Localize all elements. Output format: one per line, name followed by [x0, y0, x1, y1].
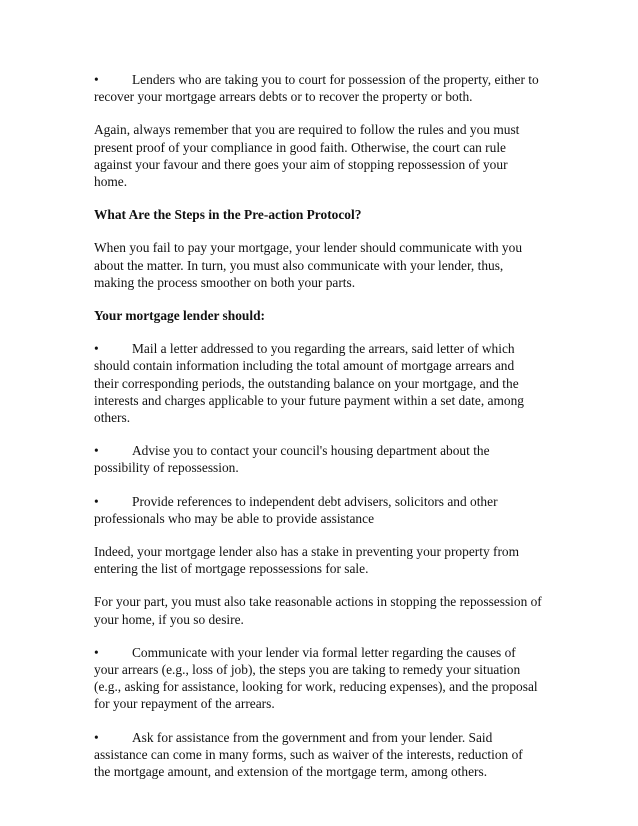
bullet-text: Advise you to contact your council's housing department about the possibility of repossession.	[94, 443, 490, 476]
bullet-item	[94, 442, 542, 476]
bullet-symbol: •	[94, 72, 99, 87]
bullet-text: Mail a letter addressed to you regarding the arrears, said letter of which should contain information including the total amount of mortgage arrears and their corresponding periods, the outstanding balance on your mortgage, and the interests and charges applicable to your future payment within a set date, among others.	[94, 341, 524, 426]
bullet-symbol: •	[94, 341, 99, 357]
bullet-symbol: •	[94, 729, 99, 745]
bullet-item	[94, 493, 542, 527]
bullet-item	[94, 729, 542, 781]
bullet-text: Ask for assistance from the government and from your lender. Said assistance can come in many forms, such as waiver of the interests, reduction of the mortgage amount, and extension of the mortgage term, among others.	[94, 729, 523, 780]
bullet-symbol: •	[94, 644, 99, 660]
bullet-text: Lenders who are taking you to court for possession of the property, either to recover your mortgage arrears debts or to recover the property or both.	[94, 72, 539, 105]
bullet-item	[94, 340, 542, 426]
bullet-item	[94, 644, 542, 713]
section-heading: Your mortgage lender should:	[94, 308, 265, 324]
bullet-item	[94, 71, 542, 105]
section-heading: What Are the Steps in the Pre-action Protocol?	[94, 207, 362, 223]
bullet-symbol: •	[94, 493, 99, 509]
bullet-text: Provide references to independent debt advisers, solicitors and other professionals who may be able to provide assistance	[94, 493, 498, 526]
bullet-symbol: •	[94, 443, 99, 459]
bullet-text: Communicate with your lender via formal letter regarding the causes of your arrears (e.g., loss of job), the steps you are taking to remedy your situation (e.g., asking for assistance, looking for work, reducing expenses), and the proposal for your repayment of the arrears.	[94, 644, 538, 712]
document-page	[94, 71, 542, 796]
paragraph: Indeed, your mortgage lender also has a stake in preventing your property from entering the list of mortgage repossessions for sale.	[94, 544, 520, 577]
paragraph: When you fail to pay your mortgage, your lender should communicate with you about the matter. In turn, you must also communicate with your lender, thus, making the process smoother on both your parts.	[94, 240, 523, 290]
paragraph: Again, always remember that you are required to follow the rules and you must present proof of your compliance in good faith. Otherwise, the court can rule against your favour and there goes your aim of stopping repossession of your home.	[94, 122, 520, 190]
paragraph: For your part, you must also take reasonable actions in stopping the repossession of your home, if you so desire.	[94, 594, 542, 627]
